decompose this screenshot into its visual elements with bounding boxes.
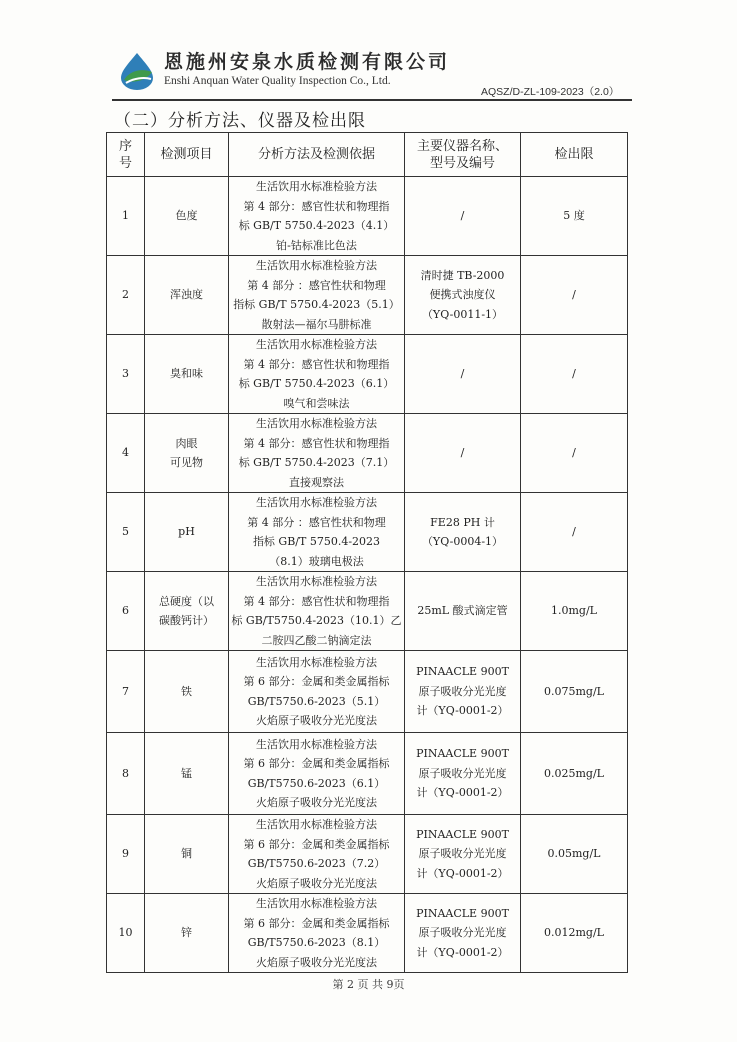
analysis-methods-table: [106, 132, 628, 973]
section-title: （二）分析方法、仪器及检出限: [114, 111, 366, 131]
cell-limit: 1.0mg/L: [521, 572, 628, 651]
table-row: [107, 815, 628, 894]
page-number: 第 2 页 共 9页: [332, 978, 405, 991]
header-seq: 序 号: [107, 133, 145, 177]
cell-item: 锌: [145, 894, 229, 973]
cell-limit: 0.05mg/L: [521, 815, 628, 894]
cell-seq: 8: [107, 733, 145, 815]
cell-seq: 1: [107, 177, 145, 256]
cell-method: 生活饮用水标准检验方法 第 4 部分：感官性状和物理指 标 GB/T 5750.4-2023（6.1） 嗅气和尝味法: [229, 335, 405, 414]
cell-instrument: PINAACLE 900T 原子吸收分光光度 计（YQ-0001-2）: [405, 815, 521, 894]
cell-method: 生活饮用水标准检验方法 第 6 部分：金属和类金属指标 GB/T5750.6-2023（5.1） 火焰原子吸收分光光度法: [229, 651, 405, 733]
cell-seq: 4: [107, 414, 145, 493]
company-name-cn: 恩施州安泉水质检测有限公司: [164, 51, 451, 73]
cell-item: 浑浊度: [145, 256, 229, 335]
cell-instrument: PINAACLE 900T 原子吸收分光光度 计（YQ-0001-2）: [405, 651, 521, 733]
cell-method: 生活饮用水标准检验方法 第 4 部分：感官性状和物理指 标 GB/T5750.4-2023（10.1）乙 二胺四乙酸二钠滴定法: [229, 572, 405, 651]
cell-seq: 2: [107, 256, 145, 335]
cell-item: 锰: [145, 733, 229, 815]
cell-item: 铜: [145, 815, 229, 894]
cell-method: 生活饮用水标准检验方法 第 6 部分：金属和类金属指标 GB/T5750.6-2023（7.2） 火焰原子吸收分光光度法: [229, 815, 405, 894]
cell-instrument: /: [405, 414, 521, 493]
cell-seq: 10: [107, 894, 145, 973]
cell-method: 生活饮用水标准检验方法 第 4 部分：感官性状和物理指 标 GB/T 5750.4-2023（4.1） 铂-钴标准比色法: [229, 177, 405, 256]
document-code: AQSZ/D-ZL-109-2023（2.0）: [481, 86, 620, 98]
table-row: [107, 335, 628, 414]
table-row: [107, 493, 628, 572]
cell-limit: /: [521, 256, 628, 335]
cell-seq: 9: [107, 815, 145, 894]
cell-item: 臭和味: [145, 335, 229, 414]
cell-seq: 3: [107, 335, 145, 414]
table-row: [107, 414, 628, 493]
cell-instrument: PINAACLE 900T 原子吸收分光光度 计（YQ-0001-2）: [405, 733, 521, 815]
table-row: [107, 572, 628, 651]
cell-limit: /: [521, 414, 628, 493]
table-row: [107, 256, 628, 335]
header-method: 分析方法及检测依据: [229, 133, 405, 177]
table-row: [107, 177, 628, 256]
cell-limit: 0.075mg/L: [521, 651, 628, 733]
cell-item: pH: [145, 493, 229, 572]
header-divider: [112, 99, 632, 101]
table-row: [107, 733, 628, 815]
cell-instrument: FE28 PH 计 （YQ-0004-1）: [405, 493, 521, 572]
cell-seq: 7: [107, 651, 145, 733]
header-instrument: 主要仪器名称、 型号及编号: [405, 133, 521, 177]
cell-item: 肉眼 可见物: [145, 414, 229, 493]
cell-instrument: 25mL 酸式滴定管: [405, 572, 521, 651]
cell-limit: 5 度: [521, 177, 628, 256]
cell-limit: 0.012mg/L: [521, 894, 628, 973]
cell-seq: 5: [107, 493, 145, 572]
cell-item: 铁: [145, 651, 229, 733]
cell-method: 生活饮用水标准检验方法 第 6 部分：金属和类金属指标 GB/T5750.6-2023（6.1） 火焰原子吸收分光光度法: [229, 733, 405, 815]
company-name-en: Enshi Anquan Water Quality Inspection Co., Ltd.: [164, 75, 391, 87]
cell-limit: /: [521, 493, 628, 572]
cell-instrument: /: [405, 335, 521, 414]
cell-method: 生活饮用水标准检验方法 第 6 部分：金属和类金属指标 GB/T5750.6-2023（8.1） 火焰原子吸收分光光度法: [229, 894, 405, 973]
cell-item: 总硬度（以 碳酸钙计）: [145, 572, 229, 651]
water-drop-leaf-icon: [116, 50, 158, 92]
cell-method: 生活饮用水标准检验方法 第 4 部分 ：感官性状和物理 指标 GB/T 5750.4-2023 （8.1）玻璃电极法: [229, 493, 405, 572]
table-row: [107, 894, 628, 973]
cell-item: 色度: [145, 177, 229, 256]
cell-instrument: /: [405, 177, 521, 256]
cell-limit: /: [521, 335, 628, 414]
table-header-row: [107, 133, 628, 177]
cell-method: 生活饮用水标准检验方法 第 4 部分 ：感官性状和物理 指标 GB/T 5750.4-2023（5.1） 散射法—福尔马肼标准: [229, 256, 405, 335]
cell-seq: 6: [107, 572, 145, 651]
table-row: [107, 651, 628, 733]
cell-instrument: 清时捷 TB-2000 便携式浊度仪 （YQ-0011-1）: [405, 256, 521, 335]
header-item: 检测项目: [145, 133, 229, 177]
header-limit: 检出限: [521, 133, 628, 177]
cell-method: 生活饮用水标准检验方法 第 4 部分：感官性状和物理指 标 GB/T 5750.4-2023（7.1） 直接观察法: [229, 414, 405, 493]
cell-limit: 0.025mg/L: [521, 733, 628, 815]
cell-instrument: PINAACLE 900T 原子吸收分光光度 计（YQ-0001-2）: [405, 894, 521, 973]
